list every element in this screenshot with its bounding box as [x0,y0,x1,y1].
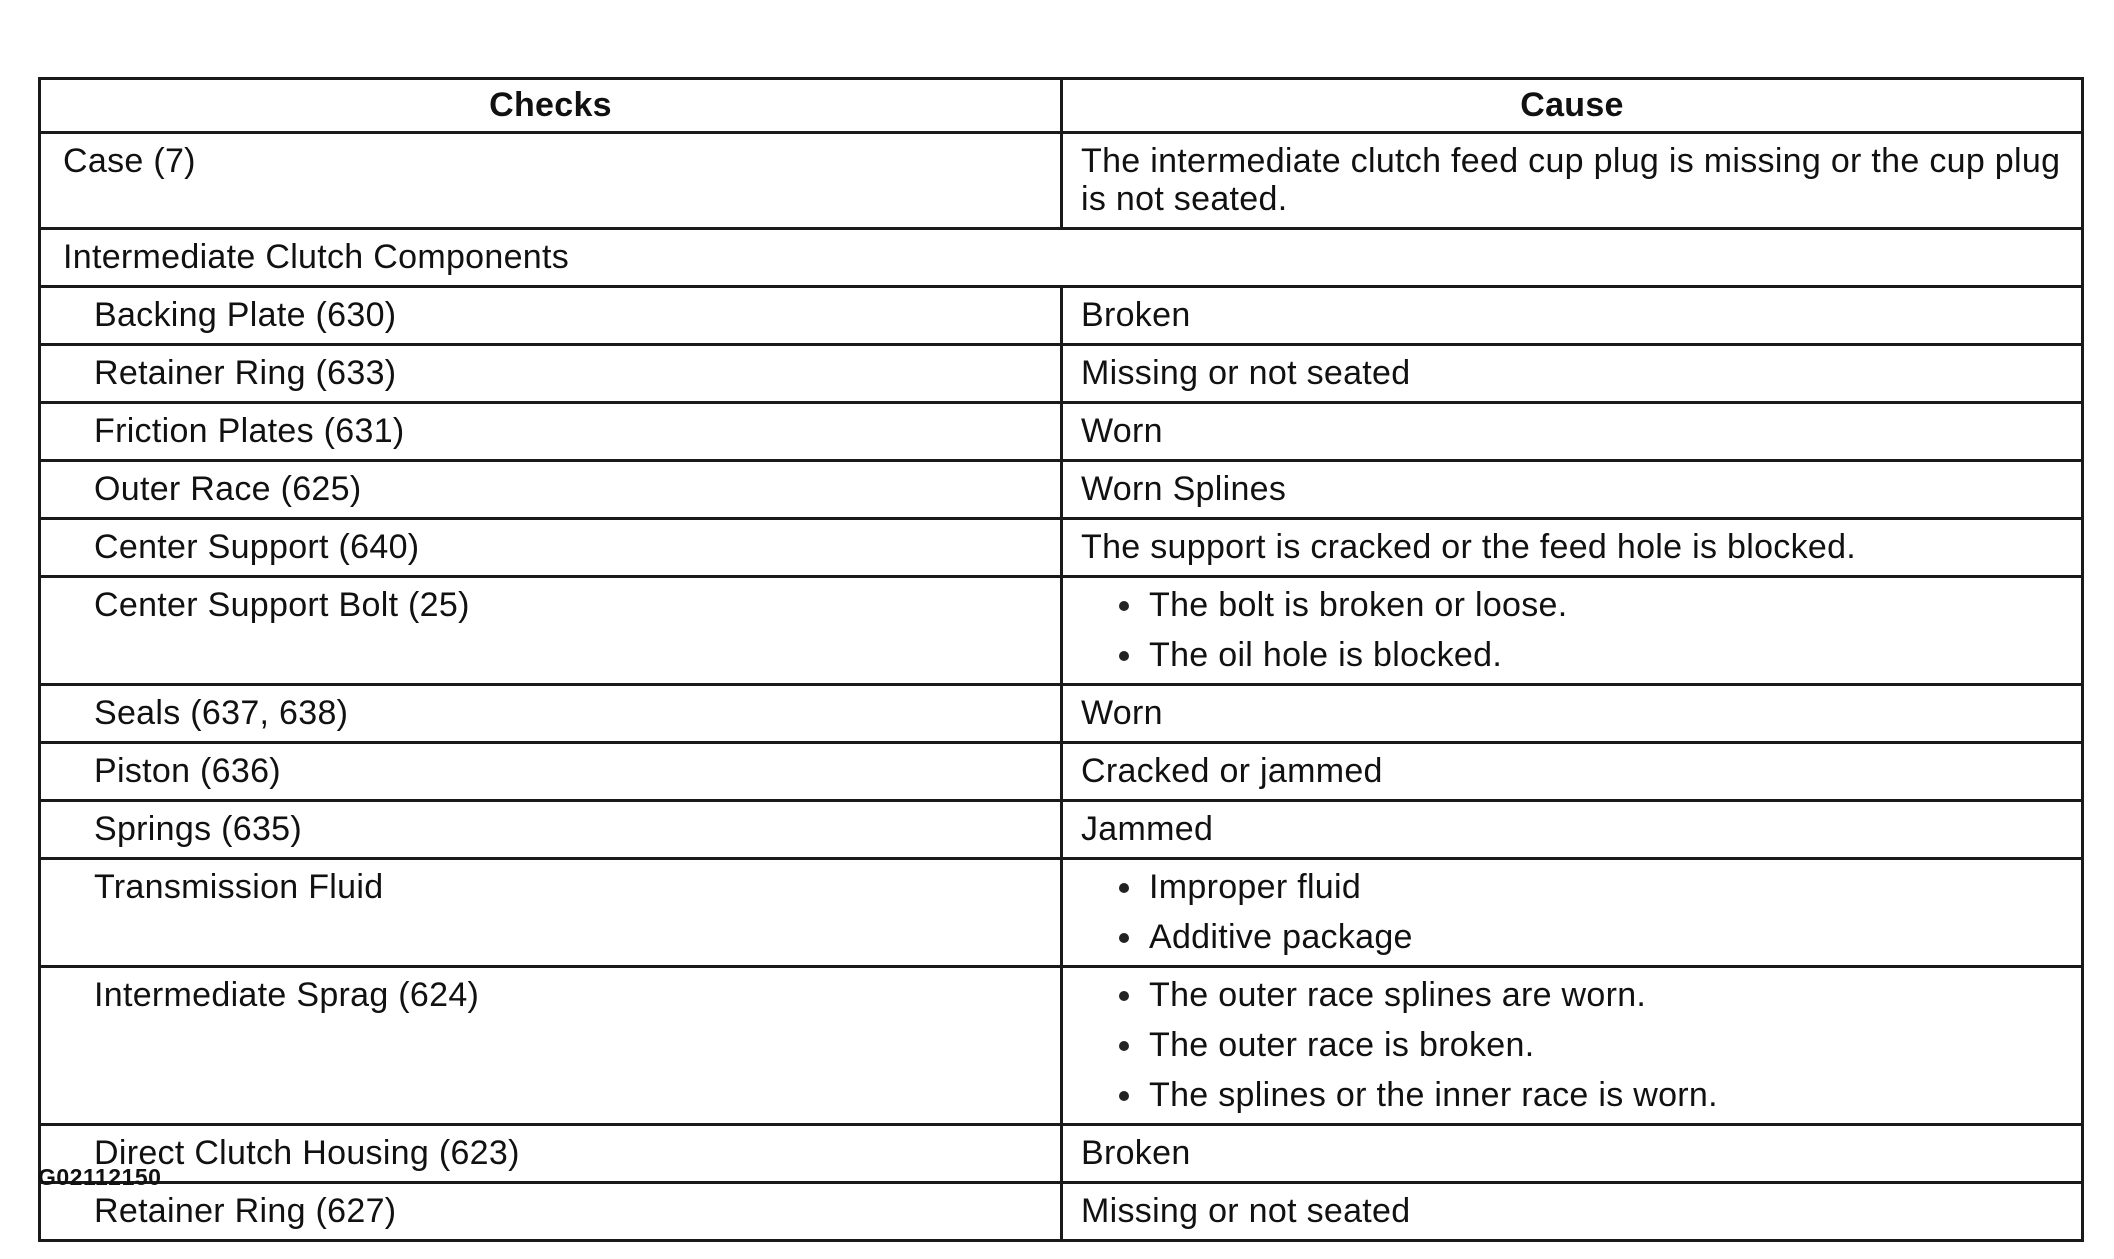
table-row [40,577,2083,685]
table-row [40,1183,2083,1241]
check-cell: Direct Clutch Housing (623) [40,1125,1062,1183]
table-row [40,1125,2083,1183]
cause-cell: Missing or not seated [1062,1183,2083,1241]
check-cell: Backing Plate (630) [40,287,1062,345]
check-cell: Intermediate Sprag (624) [40,967,1062,1125]
cause-bullet: The outer race is broken. [1127,1026,2063,1064]
cause-cell: Worn Splines [1062,461,2083,519]
cause-bullet-list [1081,586,2063,674]
cause-bullet: The bolt is broken or loose. [1127,586,2063,624]
check-cell: Seals (637, 638) [40,685,1062,743]
cause-cell: The support is cracked or the feed hole is blocked. [1062,519,2083,577]
cause-cell: The intermediate clutch feed cup plug is missing or the cup plug is not seated. [1062,133,2083,229]
cause-cell: Broken [1062,287,2083,345]
cause-bullet: The outer race splines are worn. [1127,976,2063,1014]
table-row [40,403,2083,461]
cause-bullet-list [1081,976,2063,1114]
header-checks: Checks [40,79,1062,133]
cause-cell [1062,859,2083,967]
figure-id: G02112150 [38,1164,162,1190]
cause-cell: Broken [1062,1125,2083,1183]
table-row [40,287,2083,345]
table-row [40,133,2083,229]
check-cell: Transmission Fluid [40,859,1062,967]
table-row [40,801,2083,859]
checks-cause-table [38,77,2084,1242]
check-cell: Retainer Ring (633) [40,345,1062,403]
table-row [40,859,2083,967]
group-row [40,229,2083,287]
check-cell: Outer Race (625) [40,461,1062,519]
cause-bullet: Improper fluid [1127,868,2063,906]
table-row [40,685,2083,743]
table-row [40,743,2083,801]
check-cell: Center Support Bolt (25) [40,577,1062,685]
check-cell: Friction Plates (631) [40,403,1062,461]
cause-cell: Jammed [1062,801,2083,859]
table-header-row [40,79,2083,133]
cause-bullet: The splines or the inner race is worn. [1127,1076,2063,1114]
table-row [40,461,2083,519]
check-cell: Retainer Ring (627) [40,1183,1062,1241]
group-heading: Intermediate Clutch Components [40,229,2083,287]
check-cell: Center Support (640) [40,519,1062,577]
check-cell: Springs (635) [40,801,1062,859]
cause-cell: Worn [1062,403,2083,461]
table-row [40,519,2083,577]
check-cell: Piston (636) [40,743,1062,801]
cause-bullet-list [1081,868,2063,956]
cause-cell: Cracked or jammed [1062,743,2083,801]
cause-cell: Worn [1062,685,2083,743]
cause-bullet: Additive package [1127,918,2063,956]
cause-cell [1062,967,2083,1125]
cause-bullet: The oil hole is blocked. [1127,636,2063,674]
cause-cell: Missing or not seated [1062,345,2083,403]
table-row [40,345,2083,403]
cause-cell [1062,577,2083,685]
check-cell: Case (7) [40,133,1062,229]
header-cause: Cause [1062,79,2083,133]
table-row [40,967,2083,1125]
